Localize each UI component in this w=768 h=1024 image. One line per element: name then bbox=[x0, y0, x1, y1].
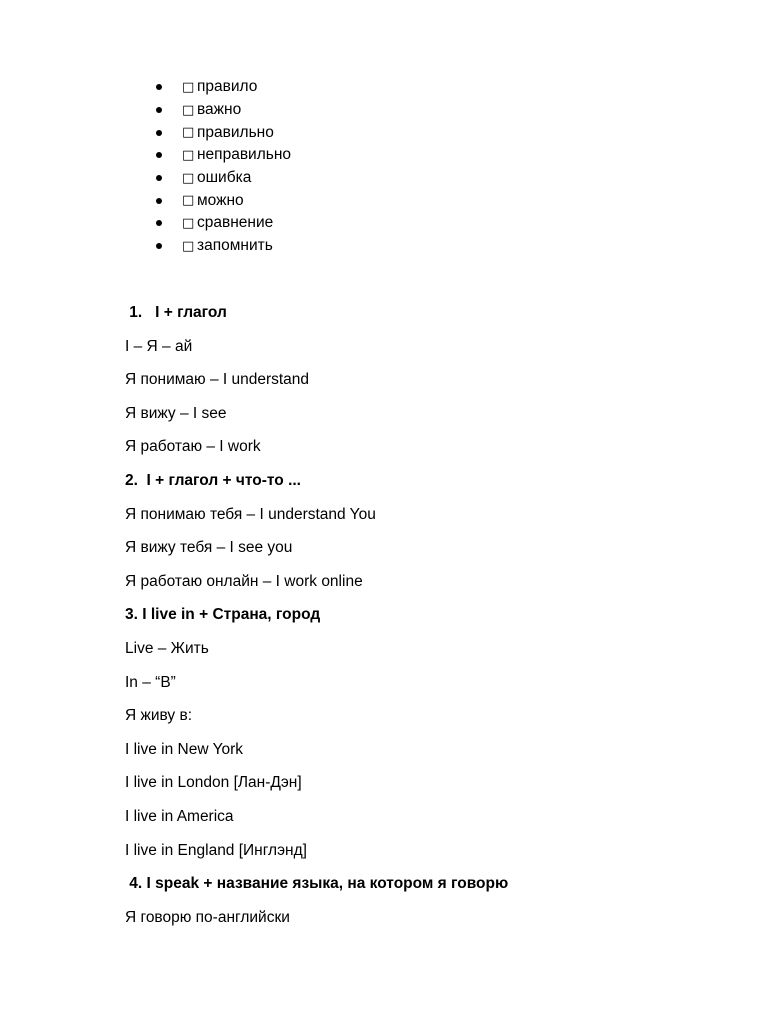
list-item bbox=[152, 99, 291, 122]
missing-glyph-icon: □ bbox=[182, 79, 195, 95]
list-item bbox=[152, 76, 291, 99]
list-item-label: сравнение bbox=[197, 214, 274, 232]
text-line: I live in America bbox=[125, 807, 234, 825]
list-item-label: правило bbox=[197, 78, 258, 96]
bullet-dot-icon bbox=[156, 130, 162, 136]
text-line: Я понимаю тебя – I understand You bbox=[125, 505, 376, 523]
missing-glyph-icon: □ bbox=[182, 238, 195, 254]
missing-glyph-icon: □ bbox=[182, 215, 195, 231]
list-item-label: важно bbox=[197, 101, 242, 119]
text-line: I live in London [Лан-Дэн] bbox=[125, 774, 302, 792]
text-line: Я работаю – I work bbox=[125, 438, 261, 456]
list-item bbox=[152, 235, 291, 258]
bullet-dot-icon bbox=[156, 84, 162, 90]
missing-glyph-icon: □ bbox=[182, 125, 195, 141]
section-heading: 1. I + глагол bbox=[125, 304, 227, 321]
list-item bbox=[152, 212, 291, 235]
missing-glyph-icon: □ bbox=[182, 147, 195, 163]
missing-glyph-icon: □ bbox=[182, 170, 195, 186]
bullet-dot-icon bbox=[156, 107, 162, 113]
section-heading: 3. I live in + Страна, город bbox=[125, 606, 321, 624]
bullet-dot-icon bbox=[156, 220, 162, 226]
bullet-dot-icon bbox=[156, 198, 162, 204]
text-line: In – “В” bbox=[125, 673, 176, 691]
text-line: I – Я – ай bbox=[125, 337, 193, 355]
bullet-dot-icon bbox=[156, 243, 162, 249]
text-line: Live – Жить bbox=[125, 639, 209, 657]
bullet-list bbox=[152, 76, 291, 258]
text-line: I live in England [Инглэнд] bbox=[125, 841, 307, 859]
text-line: I live in New York bbox=[125, 740, 244, 758]
missing-glyph-icon: □ bbox=[182, 102, 195, 118]
list-item bbox=[152, 189, 291, 212]
text-line: Я вижу – I see bbox=[125, 404, 227, 422]
section-heading: 2. I + глагол + что-то ... bbox=[125, 471, 301, 489]
text-line: Я живу в: bbox=[125, 707, 193, 725]
section-heading: 4. I speak + название языка, на котором я говорю bbox=[125, 875, 509, 893]
missing-glyph-icon: □ bbox=[182, 193, 195, 209]
list-item bbox=[152, 121, 291, 144]
list-item-label: запомнить bbox=[197, 237, 273, 255]
document-body bbox=[125, 301, 725, 939]
list-item-label: правильно bbox=[197, 123, 274, 141]
text-line: Я вижу тебя – I see you bbox=[125, 539, 293, 557]
list-item bbox=[152, 167, 291, 190]
bullet-dot-icon bbox=[156, 152, 162, 158]
text-line: Я понимаю – I understand bbox=[125, 371, 310, 389]
list-item-label: ошибка bbox=[197, 169, 252, 187]
bullet-dot-icon bbox=[156, 175, 162, 181]
list-item bbox=[152, 144, 291, 167]
list-item-label: неправильно bbox=[197, 146, 292, 164]
text-line: Я работаю онлайн – I work online bbox=[125, 572, 363, 590]
list-item-label: можно bbox=[197, 191, 244, 209]
text-line: Я говорю по-английски bbox=[125, 908, 290, 926]
